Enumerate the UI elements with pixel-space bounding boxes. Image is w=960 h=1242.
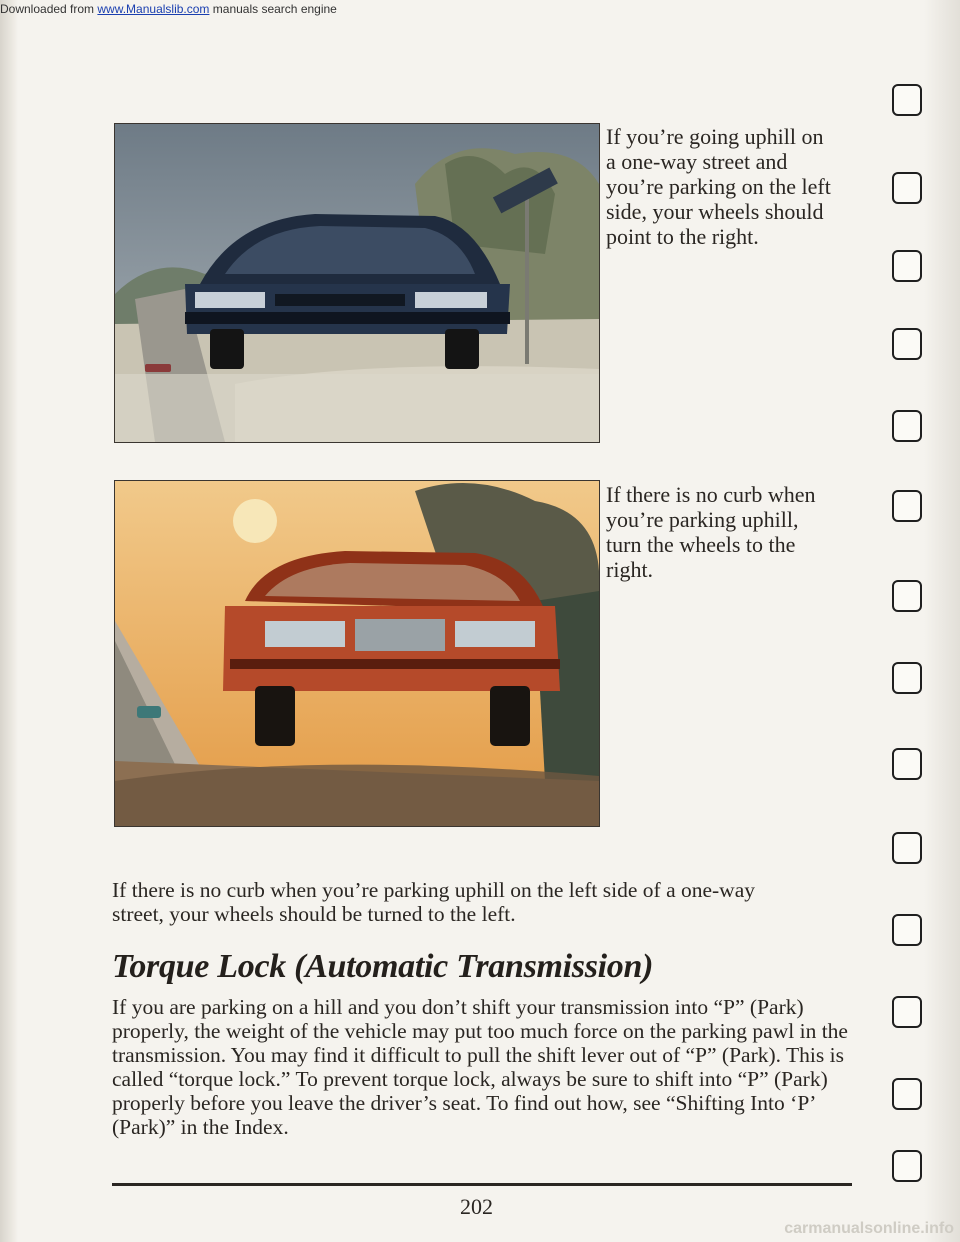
binder-tab [892,250,922,282]
watermark-prefix: Downloaded from [0,2,98,16]
binder-tab [892,748,922,780]
binder-edge [0,0,18,1242]
uphill-one-way-illustration [114,123,600,443]
uphill-one-way-caption: If you’re going uphill on a one-way street and you’re parking on the left side, your wheels should point to the right. [606,124,831,249]
torque-lock-heading: Torque Lock (Automatic Transmission) [112,948,654,986]
page-edge-shadow [924,0,960,1242]
binder-tab [892,580,922,612]
site-watermark: carmanualsonline.info [784,1220,954,1237]
torque-lock-paragraph: If you are parking on a hill and you don’t shift your transmission into “P” (Park) properly, the weight of the vehicle may put too much force on the parking pawl in the transmission. You may find it difficult to pull the shift lever out of “P” (Park). This is called “torque lock.” To prevent torque lock, always be sure to shift into “P” (Park) properly before you leave the driver’s seat. To find out how, see “Shifting Into ‘P’ (Park)” in the Index. [112,994,848,1139]
manualslib-link[interactable]: www.Manualslib.com [97,2,210,16]
binder-tab [892,914,922,946]
binder-tab [892,1150,922,1182]
no-curb-left-side-paragraph: If there is no curb when you’re parking uphill on the left side of a one-way street, your wheels should be turned to the left. [112,877,756,926]
page-number: 202 [460,1194,493,1219]
binder-tab [892,328,922,360]
binder-tab [892,996,922,1028]
uphill-no-curb-illustration [114,480,600,827]
download-watermark [0,2,337,16]
uphill-no-curb-caption: If there is no curb when you’re parking uphill, turn the wheels to the right. [606,482,816,582]
binder-tab [892,662,922,694]
binder-tab [892,490,922,522]
binder-tab [892,832,922,864]
binder-tab [892,172,922,204]
watermark-suffix: manuals search engine [209,2,337,16]
footer-rule [112,1183,852,1186]
binder-tab [892,410,922,442]
binder-tab [892,1078,922,1110]
binder-tab [892,84,922,116]
